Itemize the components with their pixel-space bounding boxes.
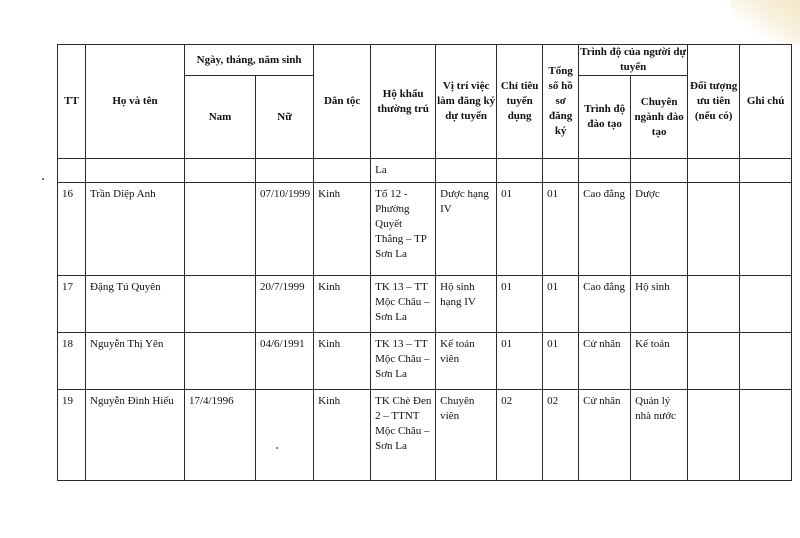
cell-residence: TK 13 – TT Mộc Châu – Sơn La	[375, 281, 430, 323]
scan-speck	[42, 178, 44, 180]
header-male: Nam	[185, 76, 256, 159]
cell-level: Cao đẳng	[583, 281, 625, 293]
cell-note	[740, 183, 791, 187]
header-ethnicity: Dân tộc	[314, 45, 371, 159]
cell-quota: 01	[501, 281, 513, 293]
table-row	[58, 276, 792, 333]
header-priority: Đối tượng ưu tiên (nếu có)	[688, 45, 740, 159]
header-dob-group: Ngày, tháng, năm sinh	[185, 45, 314, 76]
cell-quota: 01	[501, 188, 513, 200]
cell-name: Trần Diệp Anh	[90, 188, 156, 200]
table-row	[58, 390, 792, 481]
cell-total: 01	[547, 281, 559, 293]
continuation-residence: La	[375, 164, 387, 176]
cell-total: 01	[547, 338, 559, 350]
table-row-continuation	[58, 159, 792, 183]
header-major: Chuyên ngành đào tạo	[631, 76, 688, 159]
cell-position: Chuyên viên	[440, 395, 475, 422]
cell-tt: 17	[62, 281, 73, 293]
cell-priority	[688, 276, 739, 280]
cell-ethnicity: Kinh	[318, 188, 341, 200]
cell-residence: TK Chè Đen 2 – TTNT Mộc Châu – Sơn La	[375, 395, 432, 452]
cell-major: Dược	[635, 188, 660, 200]
cell-total: 01	[547, 188, 559, 200]
cell-name: Nguyễn Đình Hiếu	[90, 395, 174, 407]
cell-female: 20/7/1999	[260, 281, 305, 293]
cell-level: Cử nhân	[583, 338, 621, 350]
table-row	[58, 333, 792, 390]
cell-male: 17/4/1996	[189, 395, 234, 407]
cell-note	[740, 276, 791, 280]
cell-level: Cao đẳng	[583, 188, 625, 200]
cell-position: Hộ sinh hạng IV	[440, 281, 476, 308]
paper-corner-shade	[730, 0, 800, 45]
header-level: Trình độ đào tạo	[579, 76, 631, 159]
header-total: Tổng số hồ sơ đăng ký	[543, 45, 579, 159]
cell-male	[185, 183, 255, 187]
cell-priority	[688, 333, 739, 337]
cell-name: Đặng Tú Quyên	[90, 281, 161, 293]
cell-ethnicity: Kinh	[318, 338, 341, 350]
cell-quota: 01	[501, 338, 513, 350]
header-tt: TT	[58, 45, 86, 159]
cell-note	[740, 390, 791, 394]
header-residence: Hộ khẩu thường trú	[371, 45, 436, 159]
cell-male	[185, 276, 255, 280]
header-position: Vị trí việc làm đăng ký dự tuyển	[436, 45, 497, 159]
cell-female: 04/6/1991	[260, 338, 305, 350]
header-education-group: Trình độ của người dự tuyển	[579, 45, 688, 76]
cell-female	[256, 390, 313, 394]
cell-name: Nguyễn Thị Yên	[90, 338, 164, 350]
cell-tt: 18	[62, 338, 73, 350]
cell-level: Cử nhân	[583, 395, 621, 407]
cell-residence: Tổ 12 - Phường Quyết Thắng – TP Sơn La	[375, 188, 427, 260]
header-female: Nữ	[256, 76, 314, 159]
cell-note	[740, 333, 791, 337]
cell-major: Hộ sinh	[635, 281, 670, 293]
cell-quota: 02	[501, 395, 513, 407]
header-quota: Chỉ tiêu tuyển dụng	[497, 45, 543, 159]
cell-position: Kế toán viên	[440, 338, 475, 365]
header-note: Ghi chú	[740, 45, 792, 159]
candidate-table	[57, 44, 792, 481]
cell-tt: 16	[62, 188, 73, 200]
cell-position: Dược hạng IV	[440, 188, 489, 215]
cell-male	[185, 333, 255, 337]
cell-female: 07/10/1999	[260, 188, 311, 200]
table-row	[58, 183, 792, 276]
header-name: Họ và tên	[86, 45, 185, 159]
cell-tt: 19	[62, 395, 73, 407]
cell-residence: TK 13 – TT Mộc Châu – Sơn La	[375, 338, 430, 380]
cell-ethnicity: Kinh	[318, 281, 341, 293]
cell-total: 02	[547, 395, 559, 407]
cell-ethnicity: Kinh	[318, 395, 341, 407]
cell-major: Kế toán	[635, 338, 670, 350]
cell-major: Quản lý nhà nước	[635, 395, 676, 422]
cell-priority	[688, 390, 739, 394]
cell-priority	[688, 183, 739, 187]
